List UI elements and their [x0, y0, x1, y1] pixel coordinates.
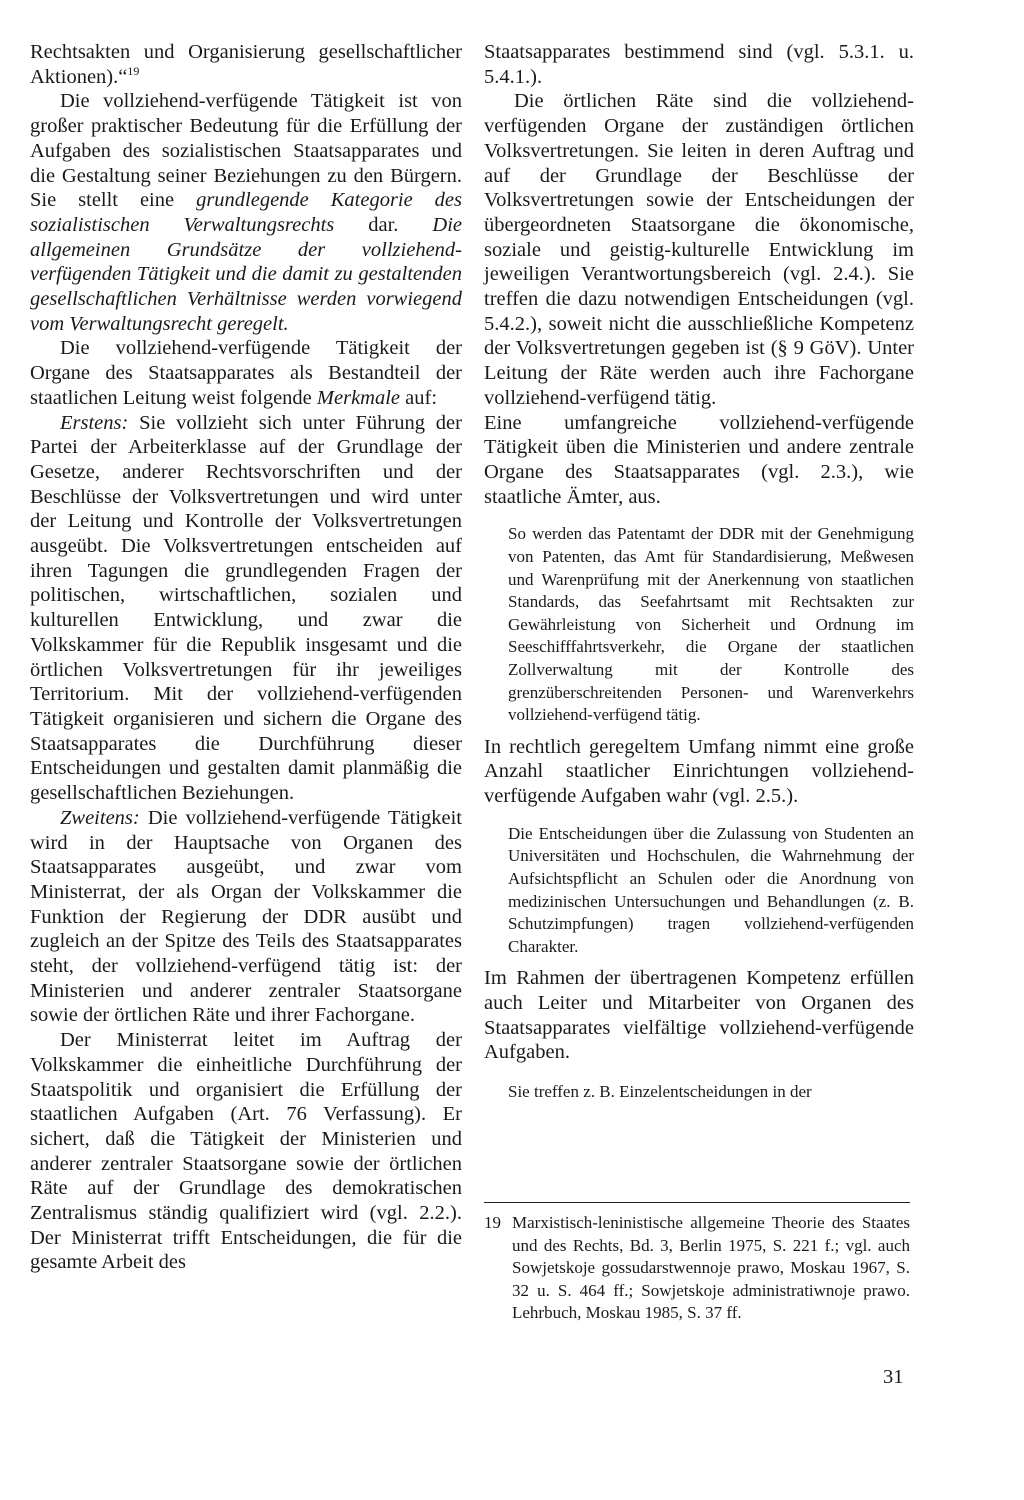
paragraph-oertliche-raete: Die örtlichen Räte sind die vollziehend-verfügenden Organe der zuständigen örtlichen Volksvertretungen. Sie leiten in deren Auftrag und auf der Grundlage der Beschlüsse der Volksvertretungen sowie der Entscheidungen der übergeordneten Staatsorgane die ökonomische, soziale und geistig-kulturelle Entwicklung im jeweiligen Verantwortungsbereich (vgl. 2.4.). Sie treffen die dazu notwendigen Entscheidungen (vgl. 5.4.2.), soweit nicht die ausschließliche Kompetenz der Volksvertretungen gegeben ist (§ 9 GöV). Unter Leitung der Räte werden auch ihre Fachorgane vollziehend-verfügend tätig.	[484, 90, 914, 409]
paragraph-definition: Die vollziehend-verfügende Tätigkeit ist von großer praktischer Bedeutung für die Erfüllung der Aufgaben des sozialistischen Staatsapparates und die Gestaltung seiner Beziehungen zu den Bürgern. Sie stellt eine grundlegende Kategorie des sozialistischen Verwaltungsrechts dar. Die allgemeinen Grundsätze der vollziehend-verfügenden Tätigkeit und die damit zu gestaltenden gesellschaftlichen Verhältnisse werden vorwiegend vom Verwaltungsrecht geregelt.	[30, 90, 463, 335]
example-block-entscheidungen: Die Entscheidungen über die Zulassung von Studenten an Universitäten und Hochschulen, die Wahrnehmung der Aufsichtspflicht an Schulen oder die Anordnung von medizinischen Untersuchungen und Behandlungen (z. B. Schutzimpfungen) tragen vollziehend-verfügenden Charakter.	[508, 823, 914, 956]
paragraph-continuation-right: Staatsapparates bestimmend sind (vgl. 5.3.1. u. 5.4.1.).	[484, 41, 914, 88]
paragraph-leiter: Im Rahmen der übertragenen Kompetenz erfüllen auch Leiter und Mitarbeiter von Organen des Staatsapparates vielfältige vollziehend-verfügende Aufgaben.	[484, 967, 914, 1064]
footnote-divider	[484, 1202, 910, 1203]
paragraph-zweitens: Zweitens: Die vollziehend-verfügende Tätigkeit wird in der Hauptsache von Organen des Staatsapparates ausgeübt, und zwar vom Ministerrat, der als Organ der Volkskammer die Funktion der Regierung der DDR ausübt und zugleich an der Spitze des Teils des Staatsapparates steht, der vollziehend-verfügend tätig ist: der Ministerien und anderer zentraler Staatsorgane sowie der örtlichen Räte und ihrer Fachorgane.	[30, 806, 462, 1027]
footnote-reference: 19	[127, 63, 140, 78]
paragraph-ministerien: Eine umfangreiche vollziehend-verfügende Tätigkeit üben die Ministerien und andere zentrale Organe des Staatsapparates (vgl. 2.3.), wie staatliche Ämter, aus.	[484, 411, 914, 508]
example-block-einzelentscheidungen: Sie treffen z. B. Einzelentscheidungen in der	[508, 1082, 812, 1102]
paragraph-einrichtungen: In rechtlich geregeltem Umfang nimmt eine große Anzahl staatlicher Einrichtungen vollziehend-verfügende Aufgaben wahr (vgl. 2.5.).	[484, 735, 914, 808]
paragraph-erstens: Erstens: Sie vollzieht sich unter Führung der Partei der Arbeiterklasse auf der Grundlage der Gesetze, anderer Rechtsvorschriften und der Beschlüsse der Volksvertretungen und wird unter der Leitung und Kontrolle der Volksvertretungen ausgeübt. Die Volksvertretungen entscheiden auf ihren Tagungen die grundlegenden Fragen der politischen, wirtschaftlichen, sozialen und kulturellen Entwicklung, und zwar die Volkskammer für die Republik insgesamt und die örtlichen Volksvertretungen für ihr jeweiliges Territorium. Mit der vollziehend-verfügenden Tätigkeit organisieren und sichern die Organe des Staatsapparates die Durchführung dieser Entscheidungen und gestalten damit planmäßig die gesellschaftlichen Beziehungen.	[30, 411, 462, 805]
footnote	[484, 1212, 910, 1325]
paragraph-merkmale: Die vollziehend-verfügende Tätigkeit der Organe des Staatsapparates als Bestandteil der staatlichen Leitung weist folgende Merkmale auf:	[30, 337, 462, 409]
right-column	[484, 40, 914, 1104]
example-block-aemter: So werden das Patentamt der DDR mit der Genehmigung von Patenten, das Amt für Standardisierung, Meßwesen und Warenprüfung mit der Anerkennung von staatlichen Standards, das Seefahrtsamt mit Rechtsakten zur Gewährleistung von Sicherheit und Ordnung im Seeschifffahrtsverkehr, die Organe der staatlichen Zollverwaltung mit der Kontrolle des grenzüberschreitenden Personen- und Warenverkehrs vollziehend-verfügend tätig.	[508, 524, 914, 725]
footnote-number: 19	[484, 1213, 501, 1232]
page-number: 31	[883, 1366, 904, 1388]
left-column	[30, 40, 462, 1275]
paragraph-ministerrat: Der Ministerrat leitet im Auftrag der Volkskammer die einheitliche Durchführung der Staatspolitik und organisiert die Erfüllung der staatlichen Aufgaben (Art. 76 Verfassung). Er sichert, daß die Tätigkeit der Ministerien und anderer zentraler Staatsorgane sowie der örtlichen Räte auf der Grundlage des demokratischen Zentralismus ständig qualifiziert wird (vgl. 2.2.). Der Ministerrat trifft Entscheidungen, die für die gesamte Arbeit des	[30, 1029, 462, 1274]
paragraph-continuation: Rechtsakten und Organisierung gesellschaftlicher Aktionen).“$^{19}$	[30, 41, 462, 88]
footnote-text: Marxistisch-leninistische allgemeine Theorie des Staates und des Rechts, Bd. 3, Berlin 1975, S. 221 f.; vgl. auch Sowjetskoje gossudarstwennoje prawo, Moskau 1967, S. 32 u. S. 464 ff.; Sowjetskoje administratiwnoje prawo. Lehrbuch, Moskau 1985, S. 37 ff.	[512, 1213, 910, 1323]
